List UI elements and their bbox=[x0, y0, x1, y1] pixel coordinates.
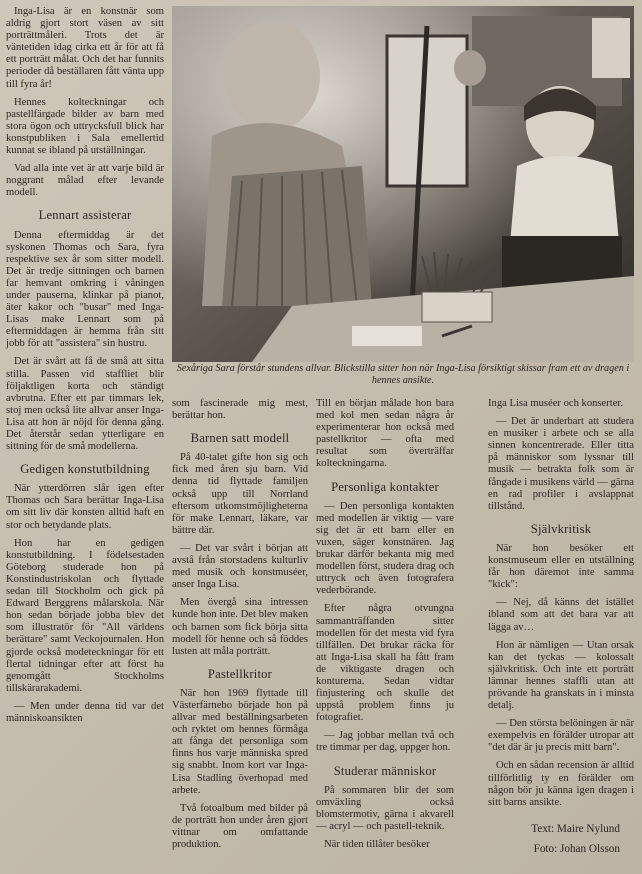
subheading-konstutbildning: Gedigen konstutbildning bbox=[20, 462, 150, 477]
photo-caption: Sexåriga Sara förstår stundens allvar. Blickstilla sitter hon när Inga-Lisa försiktigt skissar fram ett av dragen i hennes ansikte. bbox=[176, 363, 630, 386]
body-paragraph: — Den personliga kontakten med modellen är viktig — vare sig det är ett barn eller en vuxen, säger konstnären. Jag brukar därför bekanta mig med modellen först, studera drag och uttryck och även fotografera vederbörande. bbox=[316, 500, 454, 597]
body-paragraph: Det är svårt att få de små att sitta stilla. Passen vid staffliet blir följaktligen korta och ständigt avbrutna. Efter ett par timmars lek, stoj men också lite allvar anser Inga-Lisa att hon är nöjd för denna gång. Det återstår sedan ytterligare en sittning för de små modellerna. bbox=[6, 356, 164, 453]
body-paragraph: När hon 1969 flyttade till Västerfärnebo började hon på allvar med beställningsarbeten och ryktet om hennes förmåga att fånga det personliga som finns hos varje människa spred sig snabbt. Inom kort var Inga-Lisa Stadling överhopad med arbete. bbox=[172, 687, 308, 796]
body-paragraph: — Det är underbart att studera en musiker i arbete och se alla sinnen koncentrerade. Eller titta på människor som lyssnar till musik — betrakta folk som är fångade i musikens värld — gärna en rad profiler i avslappnat tillstånd. bbox=[488, 416, 634, 512]
body-paragraph: När tiden tillåter besöker bbox=[324, 839, 430, 850]
column-3 bbox=[316, 398, 454, 857]
body-paragraph: — Nej, då känns det istället ibland som att det bara var att lägga av… bbox=[488, 597, 634, 633]
column-2 bbox=[172, 398, 308, 857]
body-paragraph: som fascinerade mig mest, berättar hon. bbox=[172, 398, 308, 422]
body-paragraph: Och en sådan recension är alltid tillförlitlig ty en förälder om någon bör ju känna igen dragen i sitt barns ansikte. bbox=[488, 760, 634, 808]
body-paragraph: På sommaren blir det som omväxling också blomstermotiv, gärna i akvarell — acryl — och pastell-teknik. bbox=[316, 784, 454, 832]
body-paragraph: — Jag jobbar mellan två och tre timmar per dag, uppger hon. bbox=[316, 730, 454, 754]
body-paragraph: När hon besöker ett konstmuseum eller en utställning får hon däremot inte samma "kick": bbox=[488, 542, 634, 591]
body-paragraph: När ytterdörren slår igen efter Thomas och Sara berättar Inga-Lisa om sitt liv där konsten alltid haft en stor och betydande plats. bbox=[6, 483, 164, 531]
body-paragraph: På 40-talet gifte hon sig och fick med åren sju barn. Vid denna tid flyttade familjen också upp till Norrland eftersom utkomstmöjligheterna för make Lennart, läkare, var bättre där. bbox=[172, 452, 308, 536]
column-4 bbox=[488, 398, 634, 859]
subheading-barnen: Barnen satt modell bbox=[190, 431, 290, 446]
intro-paragraph: Hennes kolteckningar och pastellfärgade bilder av barn med stora ögon och uttrycksfull blick har konstpubliken i Sala emellertid kunnat se ibland på utställningar. bbox=[6, 96, 164, 157]
body-paragraph: Denna eftermiddag är det syskonen Thomas och Sara, fyra respektive sex år som sitter modell. Det är tredje sittningen och barnen far hemvant omkring i våningen under pauserna, klinkar på pianot, äter kakor och "busar" med Inga-Lisas make Lennart som på eftermiddagen är hemma från sitt jobb för att "assistera" sin hustru. bbox=[6, 229, 164, 350]
intro-paragraph: Inga-Lisa är en konstnär som aldrig gjort stort väsen av sitt porträttmåleri. Trots det är väntetiden idag cirka ett år för att få ett porträtt målat. Och det har funnits perioder då beställaren fått vänta upp till fyra år! bbox=[6, 6, 164, 90]
photograph bbox=[172, 6, 634, 362]
body-paragraph: Efter några otvungna sammanträffanden sitter modellen för det mesta vid fyra tillfällen. Det brukar räcka för att Inga-Lisa skall ha fått fram de viktigaste dragen och konturerna. Sedan vidtar finjustering och skulle det uppstå problem finns ju fotografiet. bbox=[316, 603, 454, 724]
body-paragraph: Hon har en gedigen konstutbildning. I födelsestaden Göteborg studerade hon på Konstindustriskolan och flyttade sedan till Stockholm och gick på Edward Berggrens målarskola. När hon sedan började jobba blev det som illustratör för "All världens berättare" samt Veckojournalen. Hon gjorde också modeteckningar för ett flertal tidningar efter att först ha genomgått Stockholms tillskärarakademi. bbox=[6, 537, 164, 694]
column-1 bbox=[6, 6, 164, 731]
subheading-sjalvkritisk: Självkritisk bbox=[530, 521, 592, 536]
body-paragraph: Hon är nämligen — Utan orsak kan det tyckas — kolossalt självkritisk. Och inte ett porträtt lämnar hennes staffli utan att prövande ha granskats in i minsta detalj. bbox=[488, 639, 634, 712]
body-paragraph: Inga Lisa muséer och konserter. bbox=[488, 398, 624, 409]
photo-illustration bbox=[172, 6, 634, 362]
credits bbox=[488, 819, 634, 859]
credit-text: Text: Maire Nylund bbox=[531, 822, 620, 835]
subheading-studerar: Studerar människor bbox=[333, 763, 437, 778]
subheading-lennart: Lennart assisterar bbox=[38, 208, 132, 223]
subheading-pastellkritor: Pastellkritor bbox=[207, 666, 273, 681]
body-paragraph: — Den största belöningen är när exempelvis en förälder utropar att "det där är ju precis mitt barn". bbox=[488, 718, 634, 754]
subheading-kontakter: Personliga kontakter bbox=[331, 479, 439, 494]
body-paragraph: — Men under denna tid var det människoansikten bbox=[6, 700, 164, 724]
credit-photo: Foto: Johan Olsson bbox=[533, 842, 620, 855]
intro-paragraph: Vad alla inte vet är att varje bild är noggrant målad efter levande modell. bbox=[6, 163, 164, 199]
body-paragraph: Men övergå sina intressen kunde hon inte. Det blev maken och barnen som fick börja sitta modell för henne och så föddes lusten att måla porträtt. bbox=[172, 597, 308, 657]
body-paragraph: Två fotoalbum med bilder på de porträtt hon under åren gjort vittnar om omfattande produktion. bbox=[172, 802, 308, 850]
body-paragraph: Till en början målade hon bara med kol men sedan några år experimenterar hon också med pastellkritor — ofta med resultat som överträffar kolteckningarna. bbox=[316, 398, 454, 470]
body-paragraph: — Det var svårt i början att avstå från storstadens kulturliv med musik och konstmuséer, anser Inga Lisa. bbox=[172, 542, 308, 591]
